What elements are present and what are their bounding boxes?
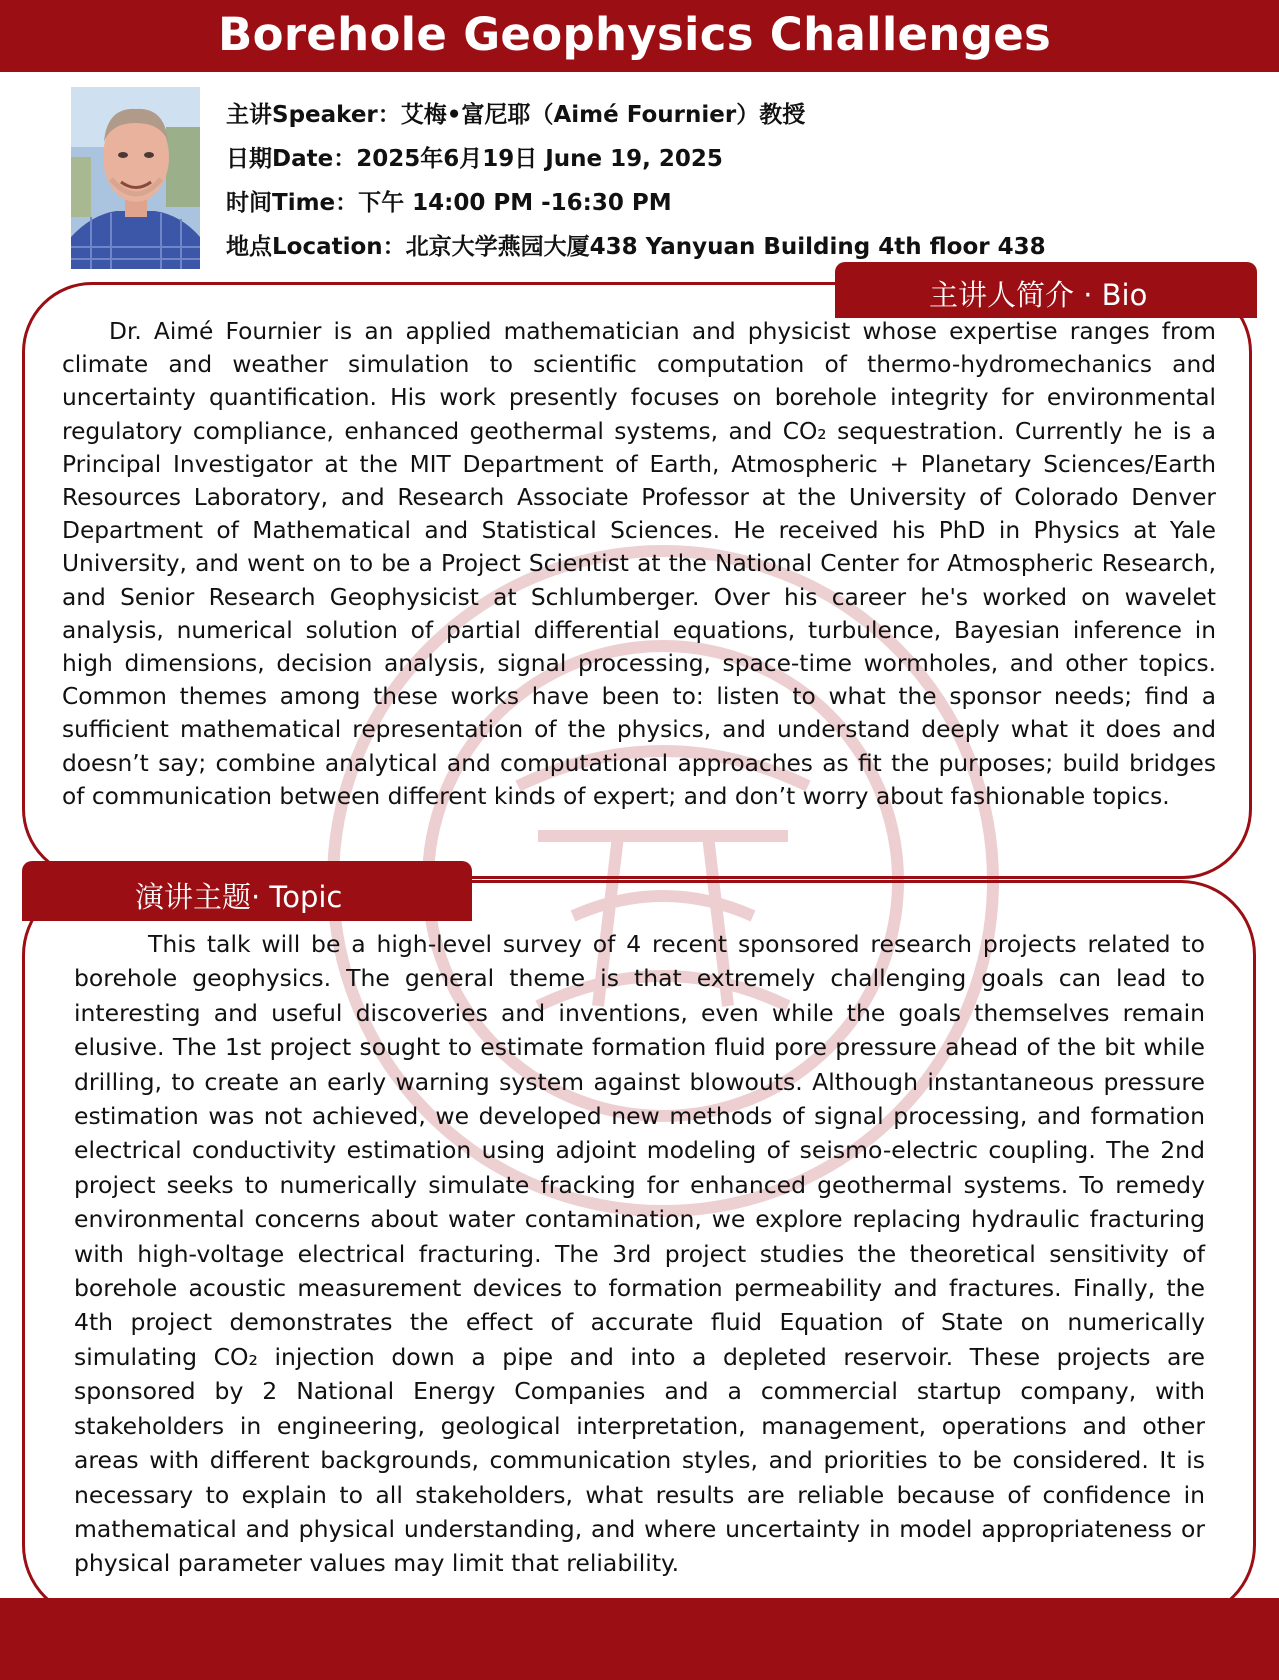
title-bar bbox=[0, 0, 1279, 72]
time-line: 时间Time：下午 14:00 PM -16:30 PM bbox=[226, 190, 672, 216]
bio-heading: 主讲人简介 · Bio bbox=[929, 278, 1148, 312]
bio-heading-tab bbox=[835, 262, 1257, 318]
page-title: Borehole Geophysics Challenges bbox=[218, 8, 1052, 61]
date-line: 日期Date：2025年6月19日 June 19, 2025 bbox=[226, 146, 723, 172]
topic-heading: 演讲主题· Topic bbox=[135, 880, 343, 914]
speaker-photo bbox=[71, 87, 200, 269]
bio-text: Dr. Aimé Fournier is an applied mathematician and physicist whose expertise ranges from climate and weather simulation to scientific computation of thermo-hydromechanics and uncertainty quantification. His work presently focuses on borehole integrity for environmental regulatory compliance, enhanced geothermal systems, and CO₂ sequestration. Currently he is a Principal Investigator at the MIT Department of Earth, Atmospheric + Planetary Sciences/Earth Resources Laboratory, and Research Associate Professor at the University of Colorado Denver Department of Mathematical and Statistical Sciences. He received his PhD in Physics at Yale University, and went on to be a Project Scientist at the National Center for Atmospheric Research, and Senior Research Geophysicist at Schlumberger. Over his career he's worked on wavelet analysis, numerical solution of partial differential equations, turbulence, Bayesian inference in high dimensions, decision analysis, signal processing, space-time wormholes, and other topics. Common themes among these works have been to: listen to what the sponsor needs; find a sufficient mathematical representation of the physics, and understand deeply what it does and doesn’t say; combine analytical and computational approaches as fit the purposes; build bridges of communication between different kinds of expert; and don’t worry about fashionable topics. bbox=[62, 318, 1216, 810]
footer-bar bbox=[0, 1598, 1279, 1680]
location-line: 地点Location：北京大学燕园大厦438 Yanyuan Building 4th floor 438 bbox=[226, 234, 1046, 260]
event-info bbox=[226, 96, 1046, 272]
speaker-line: 主讲Speaker：艾梅•富尼耶（Aimé Fournier）教授 bbox=[226, 102, 806, 128]
topic-text: This talk will be a high-level survey of 4 recent sponsored research projects related to borehole geophysics. The general theme is that extremely challenging goals can lead to interesting and useful discoveries and inventions, even while the goals themselves remain elusive. The 1st project sought to estimate formation fluid pore pressure ahead of the bit while drilling, to create an early warning system against blowouts. Although instantaneous pressure estimation was not achieved, we developed new methods of signal processing, and formation electrical conductivity estimation using adjoint modeling of seismo-electric coupling. The 2nd project seeks to numerically simulate fracking for enhanced geothermal systems. To remedy environmental concerns about water contamination, we explore replacing hydraulic fracturing with high-voltage electrical fracturing. The 3rd project studies the theoretical sensitivity of borehole acoustic measurement devices to formation permeability and fractures. Finally, the 4th project demonstrates the effect of accurate fluid Equation of State on numerically simulating CO₂ injection down a pipe and into a depleted reservoir. These projects are sponsored by 2 National Energy Companies and a commercial startup company, with stakeholders in engineering, geological interpretation, management, operations and other areas with different backgrounds, communication styles, and priorities to be considered. It is necessary to explain to all stakeholders, what results are reliable because of confidence in mathematical and physical understanding, and where uncertainty in model appropriateness or physical parameter values may limit that reliability. bbox=[74, 930, 1205, 1578]
topic-heading-tab bbox=[22, 861, 472, 921]
